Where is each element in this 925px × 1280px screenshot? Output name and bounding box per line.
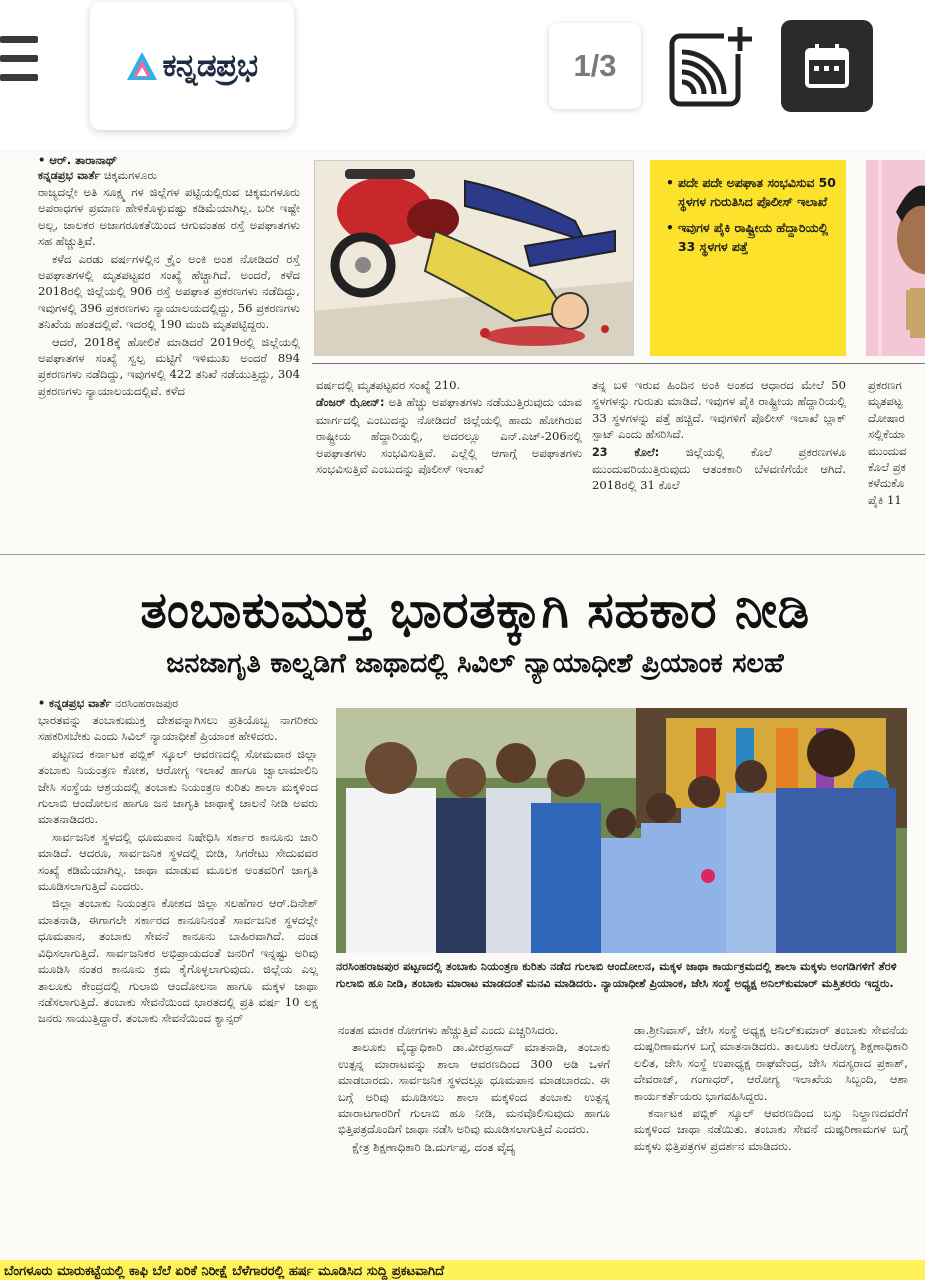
story1-col4-line: ಮೃತಪಟ್ಟ [868, 394, 903, 409]
story1-author: • ಆರ್. ತಾರಾನಾಥ್ [38, 153, 118, 167]
story1-col3-body2: ಜಿಲ್ಲೆಯಲ್ಲಿ ಕೊಲೆ ಪ್ರಕರಣಗಳೂ ಮುಂದುವರಿಯುತ್ತಿರುವುದು ಆತಂಕಕಾರಿ ಬೆಳವಣಿಗೆಯೇ ಆಗಿದೆ. 2018ರಲ್ಲಿ 31 ಕೊಲೆ [592, 444, 846, 493]
story2-subhead: ಜನಜಾಗೃತಿ ಕಾಲ್ನಡಿಗೆ ಜಾಥಾದಲ್ಲಿ ಸಿವಿಲ್ ನ್ಯಾಯಾಧೀಶೆ ಪ್ರಿಯಾಂಕ ಸಲಹೆ [166, 648, 784, 679]
story-divider [0, 554, 925, 555]
page-indicator: 1/3 [549, 23, 641, 109]
story1-column-1 [38, 152, 300, 400]
story2-column-1 [38, 696, 318, 1028]
story1-col4-line: ಕಳೆದುಕೊ [868, 476, 905, 491]
brand-logo[interactable] [90, 2, 294, 130]
story2-column-3 [634, 1022, 908, 1155]
story1-col4-line: ಪೈಕಿ 11 [868, 492, 902, 507]
rss-add-icon[interactable] [668, 24, 756, 108]
crash-scene-icon [315, 161, 634, 356]
logo-triangle-icon [126, 51, 158, 81]
hamburger-icon[interactable] [0, 36, 40, 82]
story1-col2-lead: ವರ್ಷದಲ್ಲಿ ಮೃತಪಟ್ಟವರ ಸಂಖ್ಯೆ 210. [316, 378, 461, 392]
story1-column-2 [316, 377, 582, 478]
story2-column-2 [338, 1022, 610, 1156]
story1-col2-body: ಅತಿ ಹೆಚ್ಚು ಅಪಘಾತಗಳು ನಡೆಯುತ್ತಿರುವುದು ಯಾವ ಮಾರ್ಗದಲ್ಲಿ ಎಂಬುದನ್ನು ನೋಡಿದರೆ ಜಿಲ್ಲೆಯಲ್ಲಿ ಹಾದು ಹೋಗಿರುವ ರಾಷ್ಟ್ರೀಯ ಹೆದ್ದಾರಿಯಲ್ಲಿ, ಅದರಲ್ಲೂ ಎನ್.ಎಚ್-206ನಲ್ಲಿ ಅಪಘಾತಗಳು ಸಂಭವಿಸುತ್ತಿವೆ. ಎಲ್ಲೆಲ್ಲಿ ಆಗಾಗ್ಗೆ ಅಪಘಾತಗಳು ಸಂಭವಿಸುತ್ತಿವೆ ಎಂಬುದನ್ನು ಪೊಲೀಸ್ ಇಲಾಖೆ [316, 395, 582, 477]
story2-dateline-place: ನರಸಿಂಹರಾಜಪುರ [111, 697, 179, 710]
story2-col2-para: ಕ್ಷೇತ್ರ ಶಿಕ್ಷಣಾಧಿಕಾರಿ ಡಿ.ದುರ್ಗಪ್ಪ, ದಂತ ವೈದ್ಯ [352, 1139, 516, 1154]
story1-col4-line: ದೋಷಾರ [868, 410, 905, 425]
story1-dateline-place: ಚಿಕ್ಕಮಗಳೂರು [100, 169, 157, 182]
rally-photo-icon [336, 708, 907, 953]
calendar-icon [802, 41, 852, 91]
highlight-item: • ಇವುಗಳ ಪೈಕಿ ರಾಷ್ಟ್ರೀಯ ಹೆದ್ದಾರಿಯಲ್ಲಿ 33 ಸ್ಥಳಗಳ ಪತ್ತೆ [666, 219, 836, 256]
story2-dateline-source: • ಕನ್ನಡಪ್ರಭ ವಾರ್ತೆ [38, 697, 112, 710]
logo-text: ಕನ್ನಡಪ್ರಭ [162, 47, 258, 84]
story2-headline[interactable]: ತಂಬಾಕುಮುಕ್ತ ಭಾರತಕ್ಕಾಗಿ ಸಹಕಾರ ನೀಡಿ [140, 581, 810, 639]
next-story-strip[interactable]: ಬೆಂಗಳೂರು ಮಾರುಕಟ್ಟೆಯಲ್ಲಿ ಕಾಫಿ ಬೆಲೆ ಏರಿಕೆ ನಿರೀಕ್ಷೆ ಬೆಳೆಗಾರರಲ್ಲಿ ಹರ್ಷ ಮೂಡಿಸಿದ ಸುದ್ದಿ ಪ್ರಕಟವಾಗಿದೆ [0, 1260, 925, 1280]
story2-para: ಜಿಲ್ಲಾ ತಂಬಾಕು ನಿಯಂತ್ರಣ ಕೋಶದ ಜಿಲ್ಲಾ ಸಲಹೆಗಾರ ಆರ್.ದಿನೇಶ್ ಮಾತನಾಡಿ, ಈಗಾಗಲೇ ಸರ್ಕಾರದ ಕಾನೂನಿನಂತೆ ಸಾರ್ವಜನಿಕ ಸ್ಥಳದಲ್ಲೇ ಧೂಮಪಾನ, ತಂಬಾಕು ಸೇವನೆ ಕಾನೂನು ಬಾಹಿರವಾಗಿದೆ. ದಂಡ ವಿಧಿಸಲಾಗುತ್ತಿದೆ. ಸಾರ್ವಜನಿಕರ ಅಭಿಪ್ರಾಯದಂತೆ ಜನರಿಗೆ ಇನ್ನಷ್ಟು ಅರಿವು ಮೂಡಿಸಿ ನಂತರ ಕಾನೂನು ಕ್ರಮ ಕೈಗೊಳ್ಳಲಾಗುವುದು. ಜಿಲ್ಲೆಯ ಎಲ್ಲ ತಾಲೂಕು ಕೇಂದ್ರದಲ್ಲಿ ಗುಲಾಬಿ ಆಂದೋಲನಾ ಹಾಗೂ ಮಕ್ಕಳ ಜಾಥಾ ನಡೆಸಲಾಗುತ್ತಿದೆ. ತಂಬಾಕು ಸೇವನೆಯಿಂದ ಭಾರತದಲ್ಲಿ ಪ್ರತಿ ವರ್ಷ 10 ಲಕ್ಷ ಜನರು ಸಾಯುತ್ತಿದ್ದಾರೆ. ತಂಬಾಕು ಸೇವನೆಯಿಂದ ಕ್ಯಾನ್ಸರ್ [38, 896, 318, 1026]
story1-column-3 [592, 377, 846, 495]
story2-col2-para: ನಂತಹ ಮಾರಕ ರೋಗಗಳು ಹೆಚ್ಚುತ್ತಿವೆ ಎಂದು ಎಚ್ಚರಿಸಿದರು. [338, 1023, 559, 1037]
calendar-button[interactable] [781, 20, 873, 112]
story1-col4-line: ಕೊಲೆ ಪ್ರಕ [868, 460, 906, 475]
accident-illustration[interactable] [314, 160, 634, 356]
portrait-icon [866, 160, 925, 356]
story1-col2-kicker: ಡೆಂಜರ್ ಝೋನ್: [316, 396, 385, 410]
story2-col3-para: ಡಾ.ಶ್ರೀನಿವಾಸ್, ಜೇಸಿ ಸಂಸ್ಥೆ ಅಧ್ಯಕ್ಷ ಅನಿಲ್‌ಕುಮಾರ್ ತಂಬಾಕು ಸೇವನೆಯ ದುಷ್ಪರಿಣಾಮಗಳ ಬಗ್ಗೆ ಮಾತನಾಡಿದರು. ತಾಲೂಕು ಆರೋಗ್ಯ ಶಿಕ್ಷಣಾಧಿಕಾರಿ ಲಲಿತ, ಜೇಸಿ ಸಂಸ್ಥೆ ಉಪಾಧ್ಯಕ್ಷ ರಾಘವೇಂದ್ರ, ಜೇಸಿ ಸದಸ್ಯರಾದ ಪ್ರಕಾಶ್, ದೇವರಾಜ್, ಗಂಗಾಧರ್, ಆರೋಗ್ಯ ಇಲಾಖೆಯ ಸಿಬ್ಬಂದಿ, ಆಶಾ ಕಾರ್ಯಕರ್ತೆಯರು ಭಾಗವಹಿಸಿದ್ದರು. [634, 1023, 908, 1103]
story1-para: ಕಳೆದ ಎರಡು ವರ್ಷಗಳಲ್ಲಿನ ಕ್ರೈಂ ಅಂಕಿ ಅಂಶ ನೋಡಿದರೆ ರಸ್ತೆ ಅಪಘಾತಗಳಲ್ಲಿ ಮೃತಪಟ್ಟವರ ಸಂಖ್ಯೆ ಹೆಚ್ಚಾಗಿದೆ. ಅಂದರೆ, ಕಳೆದ 2018ರಲ್ಲಿ ಜಿಲ್ಲೆಯಲ್ಲಿ 906 ರಸ್ತೆ ಅಪಘಾತ ಪ್ರಕರಣಗಳು ನಡೆದಿದ್ದು, ಇವುಗಳಲ್ಲಿ 396 ಪ್ರಕರಣಗಳು ನ್ಯಾಯಾಲಯದಲ್ಲಿದ್ದು, 56 ಪ್ರಕರಣಗಳು ತನಿಖೆಯ ಹಂತದಲ್ಲಿವೆ. ಇದರಲ್ಲಿ 190 ಮಂದಿ ಮೃತಪಟ್ಟಿದ್ದರು. [38, 251, 300, 332]
story1-col4-line: ಪ್ರಕರಣಗ [868, 378, 902, 392]
story1-col4-line: ಸಲ್ಲಿಕೆಯಾ [868, 427, 906, 442]
story2-para: ಪಟ್ಟಣದ ಕರ್ನಾಟಕ ಪಬ್ಲಿಕ್ ಸ್ಕೂಲ್ ಆವರಣದಲ್ಲಿ ಸೋಮವಾರ ಜಿಲ್ಲಾ ತಂಬಾಕು ನಿಯಂತ್ರಣ ಕೋಶ, ಆರೋಗ್ಯ ಇಲಾಖೆ ಹಾಗೂ ಜ್ವಾಲಾಮಾಲಿನಿ ಜೇಸಿ ಸಂಸ್ಥೆಯ ಆಶ್ರಯದಲ್ಲಿ ತಂಬಾಕು ನಿಯಂತ್ರಣ ಕುರಿತು ಶಾಲಾ ಮಕ್ಕಳಿಂದ ಗುಲಾಬಿ ಆಂದೋಲನ ಹಾಗೂ ಜನ ಜಾಗೃತಿ ಜಾಥಾಕ್ಕೆ ಚಾಲನೆ ನೀಡಿ ಅವರು ಮಾತನಾಡಿದರು. [38, 746, 318, 827]
story2-photo[interactable] [336, 708, 907, 953]
story1-col3-kicker: 23 ಕೊಲೆ: [592, 445, 660, 459]
app-bar [0, 0, 925, 150]
highlight-item: • ಪದೇ ಪದೇ ಅಪಘಾತ ಸಂಭವಿಸುವ 50 ಸ್ಥಳಗಳ ಗುರುತಿಸಿದ ಪೊಲೀಸ್ ಇಲಾಖೆ [666, 174, 836, 211]
story1-col4-line: ಮುಂದುವ [868, 443, 907, 458]
story1-dateline-source: ಕನ್ನಡಪ್ರಭ ವಾರ್ತೆ [38, 169, 101, 182]
column-divider [312, 363, 925, 364]
epaper-page[interactable] [0, 150, 925, 1280]
portrait-photo[interactable] [866, 160, 925, 356]
story1-para: ರಾಜ್ಯದಲ್ಲೇ ಅತಿ ಸೂಕ್ಷ್ಮ ಗಳ ಜಿಲ್ಲೆಗಳ ಪಟ್ಟಿಯಲ್ಲಿರುವ ಚಿಕ್ಕಮಗಳೂರು ಅಪರಾಧಗಳ ಪ್ರಮಾಣ ಹೇಳಿಕೊಳ್ಳುವಷ್ಟು ಕಡಿಮೆಯಾಗಿಲ್ಲ. ಬರೀ ಇಷ್ಟೇ ಅಲ್ಲ, ಚಾಲಕರ ಅಜಾಗರೂಕತೆಯಿಂದ ಆಗುವಂತಹ ರಸ್ತೆ ಅಪಘಾತಗಳು ಸಹ ಹೆಚ್ಚುತ್ತಿವೆ. [38, 185, 300, 249]
highlights-box [650, 160, 846, 356]
story2-col3-para: ಕರ್ನಾಟಕ ಪಬ್ಲಿಕ್ ಸ್ಕೂಲ್ ಆವರಣದಿಂದ ಬಸ್ಸು ನಿಲ್ದಾಣದವರೆಗೆ ಮಕ್ಕಳಿಂದ ಜಾಥಾ ನಡೆಯಿತು. ತಂಬಾಕು ಸೇವನೆ ದುಷ್ಪರಿಣಾಮಗಳ ಬಗ್ಗೆ ಮಕ್ಕಳು ಭಿತ್ತಿಪತ್ರಗಳ ಪ್ರದರ್ಶನ ಮಾಡಿದರು. [634, 1106, 908, 1153]
story1-column-4 [868, 377, 925, 508]
story1-col3-body: ತನ್ನ ಬಳಿ ಇರುವ ಹಿಂದಿನ ಅಂಕಿ ಅಂಶದ ಆಧಾರದ ಮೇಲೆ 50 ಸ್ಥಳಗಳನ್ನು ಗುರುತು ಮಾಡಿದೆ. ಇವುಗಳ ಪೈಕಿ ರಾಷ್ಟ್ರೀಯ ಹೆದ್ದಾರಿಯಲ್ಲಿ 33 ಸ್ಥಳಗಳನ್ನು ಪತ್ತೆ ಹಚ್ಚಿದೆ. ಇವುಗಳಿಗೆ ಪೊಲೀಸ್ ಇಲಾಖೆ ಬ್ಲಾಕ್ ಸ್ಪಾಟ್ ಎಂದು ಹೆಸರಿಸಿದೆ. [592, 378, 846, 442]
story2-para: ಸಾರ್ವಜನಿಕ ಸ್ಥಳದಲ್ಲಿ ಧೂಮಪಾನ ನಿಷೇಧಿಸಿ ಸರ್ಕಾರ ಕಾನೂನು ಜಾರಿ ಮಾಡಿದೆ. ಆದರೂ, ಸಾರ್ವಜನಿಕ ಸ್ಥಳದಲ್ಲಿ ಬೀಡಿ, ಸಿಗರೇಟು ಸೇದುವವರ ಸಂಖ್ಯೆ ಕಡಿಮೆಯಾಗಿಲ್ಲ. ಜಾಥಾ ಮಾಡುವ ಮೂಲಕ ಅಂತವರಿಗೆ ಜಾಗೃತಿ ಮೂಡಿಸಲಾಗುತ್ತಿದೆ ಎಂದರು. [38, 829, 318, 894]
story1-para: ಆದರೆ, 2018ಕ್ಕೆ ಹೋಲಿಕೆ ಮಾಡಿದರೆ 2019ರಲ್ಲಿ ಜಿಲ್ಲೆಯಲ್ಲಿ ಅಪಘಾತಗಳ ಸಂಖ್ಯೆ ಸ್ವಲ್ಪ ಮಟ್ಟಿಗೆ ಇಳಿಮುಖ ಅಂದರೆ 894 ಪ್ರಕರಣಗಳು ನಡೆದಿದ್ದು, ಇವುಗಳಲ್ಲಿ 422 ತನಿಖೆ ನಡೆಯುತ್ತಿದ್ದು, 304 ಪ್ರಕರಣಗಳು ನ್ಯಾಯಾಲಯದಲ್ಲಿವೆ. ಕಳೆದ [38, 334, 300, 398]
story2-photo-caption: ನರಸಿಂಹರಾಜಪುರ ಪಟ್ಟಣದಲ್ಲಿ ತಂಬಾಕು ನಿಯಂತ್ರಣ ಕುರಿತು ನಡೆದ ಗುಲಾಬಿ ಆಂದೋಲನ, ಮಕ್ಕಳ ಜಾಥಾ ಕಾರ್ಯಕ್ರಮದಲ್ಲಿ ಶಾಲಾ ಮಕ್ಕಳು ಅಂಗಡಿಗಳಿಗೆ ತೆರಳಿ ಗುಲಾಬಿ ಹೂ ನೀಡಿ, ತಂಬಾಕು ಮಾರಾಟ ಮಾಡದಂತೆ ಮನವಿ ಮಾಡಿದರು. ನ್ಯಾಯಾಧೀಶೆ ಪ್ರಿಯಾಂಕ, ಜೇಸಿ ಸಂಸ್ಥೆ ಅಧ್ಯಕ್ಷ ಅನಿಲ್‌ಕುಮಾರ್ ಮತ್ತಿತರರು ಇದ್ದರು. [336, 960, 897, 990]
story2-col2-para: ತಾಲೂಕು ವೈದ್ಯಾಧಿಕಾರಿ ಡಾ.ವೀರಪ್ರಸಾದ್ ಮಾತನಾಡಿ, ತಂಬಾಕು ಉತ್ಪನ್ನ ಮಾರಾಟವನ್ನು ಶಾಲಾ ಆವರಣದಿಂದ 300 ಅಡಿ ಒಳಗೆ ಮಾಡಬಾರದು. ಸಾರ್ವಜನಿಕ ಸ್ಥಳದಲ್ಲೂ ಧೂಮಪಾನ ಮಾಡಬಾರದು. ಈ ಬಗ್ಗೆ ಅರಿವು ಮೂಡಿಸಲು ಶಾಲಾ ಮಕ್ಕಳಿಂದ ತಂಬಾಕು ಉತ್ಪನ್ನ ಮಾರಾಟಗಾರರಿಗೆ ಗುಲಾಬಿ ಹೂ ನೀಡಿ, ಮನವೊಲಿಸುವುದು ಹಾಗೂ ಭಿತ್ತಿಪತ್ರದೊಂದಿಗೆ ಜಾಥಾ ನಡೆಸಿ ಅರಿವು ಮೂಡಿಸಲಾಗುತ್ತಿದೆ ಎಂದರು. [338, 1040, 610, 1137]
story2-para: ಭಾರತವನ್ನು ತಂಬಾಕುಮುಕ್ತ ದೇಶವನ್ನಾಗಿಸಲು ಪ್ರತಿಯೊಬ್ಬ ನಾಗರಿಕರು ಸಹಕರಿಸಬೇಕು ಎಂದು ಸಿವಿಲ್ ನ್ಯಾಯಾಧೀಶೆ ಪ್ರಿಯಾಂಕ ಹೇಳಿದರು. [38, 713, 318, 744]
